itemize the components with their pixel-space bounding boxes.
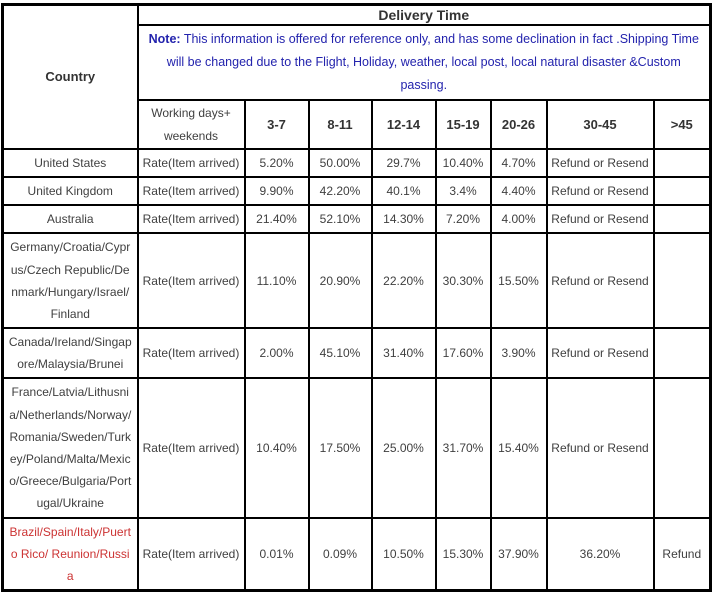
value-cell: Refund or Resend	[547, 328, 654, 378]
value-cell: 40.1%	[372, 177, 436, 205]
country-cell: France/Latvia/Lithusnia/Netherlands/Norway/Romania/Sweden/Turkey/Poland/Malta/Mexico/Greece/Bulgaria/Portugal/Ukraine	[3, 378, 138, 517]
value-cell: 25.00%	[372, 378, 436, 517]
value-cell: 52.10%	[309, 205, 372, 233]
value-cell: 2.00%	[245, 328, 309, 378]
subheader-3-7: 3-7	[245, 100, 309, 148]
value-cell: 9.90%	[245, 177, 309, 205]
value-cell	[654, 328, 711, 378]
table-row	[3, 378, 711, 517]
rate-label-cell: Rate(Item arrived)	[138, 518, 245, 591]
subheader-20-26: 20-26	[491, 100, 547, 148]
rate-label-cell: Rate(Item arrived)	[138, 233, 245, 328]
value-cell: 15.30%	[436, 518, 491, 591]
value-cell: Refund or Resend	[547, 205, 654, 233]
value-cell: Refund or Resend	[547, 149, 654, 177]
value-cell: 50.00%	[309, 149, 372, 177]
value-cell: 42.20%	[309, 177, 372, 205]
rate-label-cell: Rate(Item arrived)	[138, 328, 245, 378]
value-cell: 5.20%	[245, 149, 309, 177]
subheader-8-11: 8-11	[309, 100, 372, 148]
value-cell: 36.20%	[547, 518, 654, 591]
subheader-working-days: Working days+ weekends	[138, 100, 245, 148]
value-cell	[654, 378, 711, 517]
rate-label-cell: Rate(Item arrived)	[138, 149, 245, 177]
table-row	[3, 518, 711, 591]
rate-label-cell: Rate(Item arrived)	[138, 205, 245, 233]
value-cell: 11.10%	[245, 233, 309, 328]
value-cell: Refund	[654, 518, 711, 591]
value-cell: 4.00%	[491, 205, 547, 233]
value-cell: 15.50%	[491, 233, 547, 328]
value-cell: 10.40%	[245, 378, 309, 517]
delivery-time-title: Delivery Time	[138, 5, 711, 26]
subheader-gt45: >45	[654, 100, 711, 148]
value-cell: 4.40%	[491, 177, 547, 205]
value-cell: 17.50%	[309, 378, 372, 517]
table-row	[3, 328, 711, 378]
country-header-cell: Country	[3, 5, 138, 149]
value-cell: Refund or Resend	[547, 177, 654, 205]
value-cell: 4.70%	[491, 149, 547, 177]
value-cell: Refund or Resend	[547, 233, 654, 328]
value-cell: 37.90%	[491, 518, 547, 591]
value-cell	[654, 149, 711, 177]
value-cell: 10.40%	[436, 149, 491, 177]
country-cell: United States	[3, 149, 138, 177]
subheader-12-14: 12-14	[372, 100, 436, 148]
value-cell: 29.7%	[372, 149, 436, 177]
delivery-time-table	[1, 3, 712, 592]
value-cell: 3.4%	[436, 177, 491, 205]
subheader-30-45: 30-45	[547, 100, 654, 148]
value-cell: 0.01%	[245, 518, 309, 591]
value-cell: 7.20%	[436, 205, 491, 233]
value-cell: 17.60%	[436, 328, 491, 378]
value-cell: 21.40%	[245, 205, 309, 233]
value-cell	[654, 233, 711, 328]
table-row	[3, 149, 711, 177]
note-label: Note:	[148, 32, 181, 46]
country-cell: Germany/Croatia/Cyprus/Czech Republic/Denmark/Hungary/Israel/Finland	[3, 233, 138, 328]
note-cell	[138, 25, 711, 100]
value-cell: 14.30%	[372, 205, 436, 233]
country-cell: Canada/Ireland/Singapore/Malaysia/Brunei	[3, 328, 138, 378]
value-cell: 3.90%	[491, 328, 547, 378]
table-row	[3, 205, 711, 233]
value-cell: 10.50%	[372, 518, 436, 591]
country-cell: Australia	[3, 205, 138, 233]
value-cell	[654, 205, 711, 233]
value-cell: Refund or Resend	[547, 378, 654, 517]
rate-label-cell: Rate(Item arrived)	[138, 177, 245, 205]
header-row-title	[3, 5, 711, 26]
table-row	[3, 233, 711, 328]
rate-label-cell: Rate(Item arrived)	[138, 378, 245, 517]
value-cell	[654, 177, 711, 205]
value-cell: 20.90%	[309, 233, 372, 328]
subheader-15-19: 15-19	[436, 100, 491, 148]
value-cell: 22.20%	[372, 233, 436, 328]
country-cell: United Kingdom	[3, 177, 138, 205]
value-cell: 31.70%	[436, 378, 491, 517]
table-row	[3, 177, 711, 205]
value-cell: 0.09%	[309, 518, 372, 591]
value-cell: 30.30%	[436, 233, 491, 328]
value-cell: 31.40%	[372, 328, 436, 378]
note-text: This information is offered for reference only, and has some declination in fact .Shipping Time will be changed due to the Flight, Holiday, weather, local post, local natural disaster &Custom passing.	[166, 32, 699, 93]
value-cell: 45.10%	[309, 328, 372, 378]
value-cell: 15.40%	[491, 378, 547, 517]
country-cell: Brazil/Spain/Italy/Puerto Rico/ Reunion/Russia	[3, 518, 138, 591]
